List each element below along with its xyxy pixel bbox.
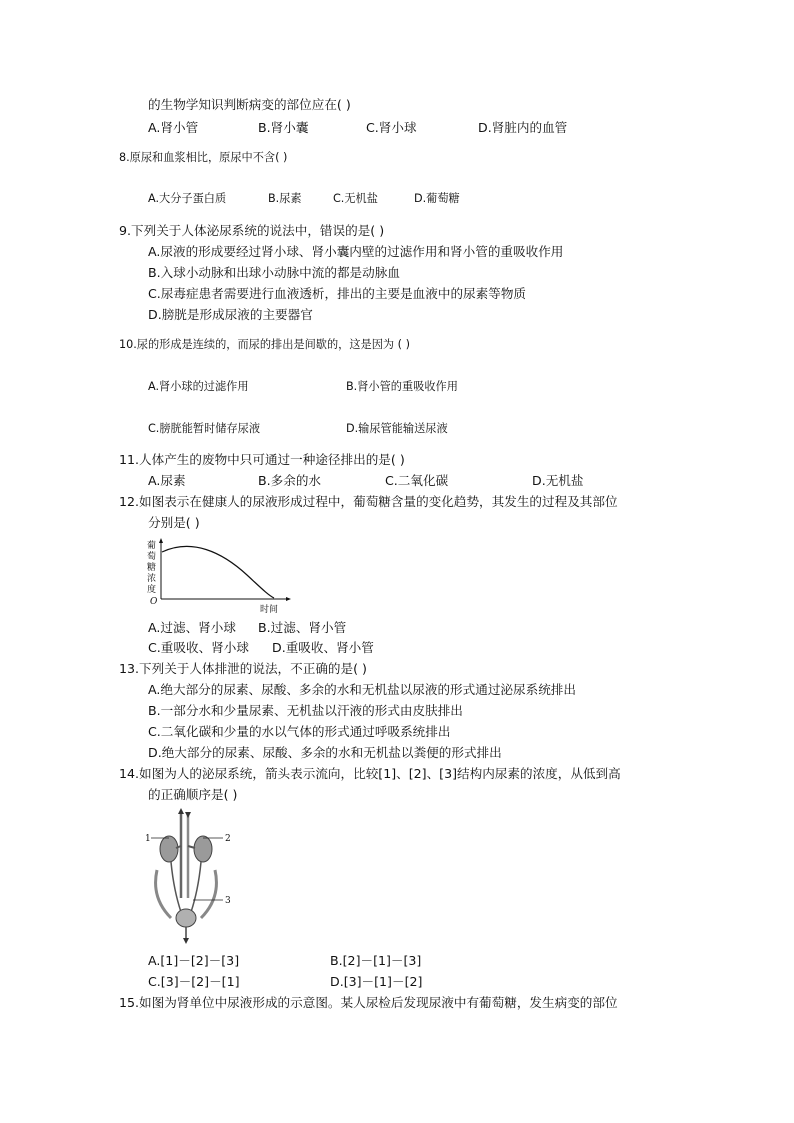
q8-option-c: C.无机盐 [333, 192, 378, 205]
q9-option-c: C.尿毒症患者需要进行血液透析，排出的主要是血液中的尿素等物质 [148, 286, 527, 301]
q9-option-a: A.尿液的形成要经过肾小球、肾小囊内壁的过滤作用和肾小管的重吸收作用 [148, 244, 564, 259]
up-arrow-icon [178, 808, 184, 814]
q10-option-b: B.肾小管的重吸收作用 [346, 380, 458, 393]
q7-option-c: C.肾小球 [366, 120, 417, 135]
q13-option-b: B.一部分水和少量尿素、无机盐以汗液的形式由皮肤排出 [148, 703, 463, 718]
figure-label-2: 2 [225, 834, 231, 844]
down-arrow-icon [185, 812, 191, 818]
urethra-arrow-icon [183, 938, 189, 944]
q14-option-c: C.[3]－[2]－[1] [148, 974, 240, 989]
graph-ylabel-char-4: 浓 [147, 574, 157, 584]
q9-option-d: D.膀胱是形成尿液的主要器官 [148, 307, 313, 322]
pelvis-outline [156, 870, 171, 918]
q14-option-d: D.[3]－[1]－[2] [330, 974, 423, 989]
urinary-system-figure [143, 808, 243, 948]
q12-stem-line2: 分别是( ) [148, 515, 200, 530]
bladder [176, 909, 196, 927]
q14-stem: 14.如图为人的泌尿系统，箭头表示流向，比较[1]、[2]、[3]结构内尿素的浓度，从低到高 [119, 766, 621, 781]
q12-option-c: C.重吸收、肾小球 [148, 640, 249, 655]
q7-option-b: B.肾小囊 [258, 120, 309, 135]
q14-option-b: B.[2]－[1]－[3] [330, 953, 422, 968]
q15-stem: 15.如图为肾单位中尿液形成的示意图。某人尿检后发现尿液中有葡萄糖，发生病变的部位 [119, 995, 618, 1010]
q8-option-a: A.大分子蛋白质 [148, 192, 227, 205]
q10-option-a: A.肾小球的过滤作用 [148, 380, 249, 393]
q13-stem: 13.下列关于人体排泄的说法，不正确的是( ) [119, 661, 367, 676]
q11-option-b: B.多余的水 [258, 473, 322, 488]
right-kidney [194, 836, 212, 862]
q10-option-d: D.输尿管能输送尿液 [346, 422, 448, 435]
q7-stem-continuation: 的生物学知识判断病变的部位应在( ) [148, 97, 351, 112]
q9-option-b: B.入球小动脉和出球小动脉中流的都是动脉血 [148, 265, 400, 280]
left-kidney [160, 836, 178, 862]
q8-option-b: B.尿素 [268, 192, 302, 205]
left-ureter [171, 862, 181, 912]
right-ureter [191, 862, 201, 912]
q11-option-a: A.尿素 [148, 473, 186, 488]
q12-option-a: A.过滤、肾小球 [148, 620, 236, 635]
q7-option-a: A.肾小管 [148, 120, 199, 135]
q8-stem: 8.原尿和血浆相比，原尿中不含( ) [119, 151, 288, 164]
q14-stem-line2: 的正确顺序是( ) [148, 787, 238, 802]
graph-ylabel-char-5: 度 [147, 585, 157, 595]
q12-option-b: B.过滤、肾小管 [258, 620, 347, 635]
glucose-curve [162, 546, 274, 598]
q13-option-c: C.二氧化碳和少量的水以气体的形式通过呼吸系统排出 [148, 724, 451, 739]
q11-stem: 11.人体产生的废物中只可通过一种途径排出的是( ) [119, 452, 405, 467]
q11-option-c: C.二氧化碳 [385, 473, 449, 488]
q11-option-d: D.无机盐 [532, 473, 584, 488]
q12-option-d: D.重吸收、肾小管 [272, 640, 374, 655]
figure-label-3: 3 [225, 896, 231, 906]
glucose-concentration-graph [142, 537, 302, 617]
q13-option-d: D.绝大部分的尿素、尿酸、多余的水和无机盐以粪便的形式排出 [148, 745, 502, 760]
figure-label-1: 1 [145, 834, 151, 844]
q7-option-d: D.肾脏内的血管 [478, 120, 568, 135]
graph-xlabel: 时间 [260, 605, 279, 615]
graph-ylabel-char-1: 葡 [147, 541, 157, 551]
graph-ylabel-char-3: 糖 [147, 563, 157, 573]
q14-option-a: A.[1]－[2]－[3] [148, 953, 240, 968]
graph-origin-label: O [150, 597, 158, 607]
q9-stem: 9.下列关于人体泌尿系统的说法中，错误的是( ) [119, 223, 385, 238]
q10-stem: 10.尿的形成是连续的，而尿的排出是间歇的，这是因为 ( ) [119, 338, 410, 351]
graph-y-axis-arrow [159, 538, 163, 543]
graph-ylabel-char-2: 萄 [147, 552, 157, 562]
q12-stem: 12.如图表示在健康人的尿液形成过程中，葡萄糖含量的变化趋势，其发生的过程及其部位 [119, 494, 618, 509]
graph-x-axis-arrow [286, 597, 291, 601]
q8-option-d: D.葡萄糖 [414, 192, 460, 205]
q13-option-a: A.绝大部分的尿素、尿酸、多余的水和无机盐以尿液的形式通过泌尿系统排出 [148, 682, 576, 697]
q10-option-c: C.膀胱能暂时储存尿液 [148, 422, 261, 435]
